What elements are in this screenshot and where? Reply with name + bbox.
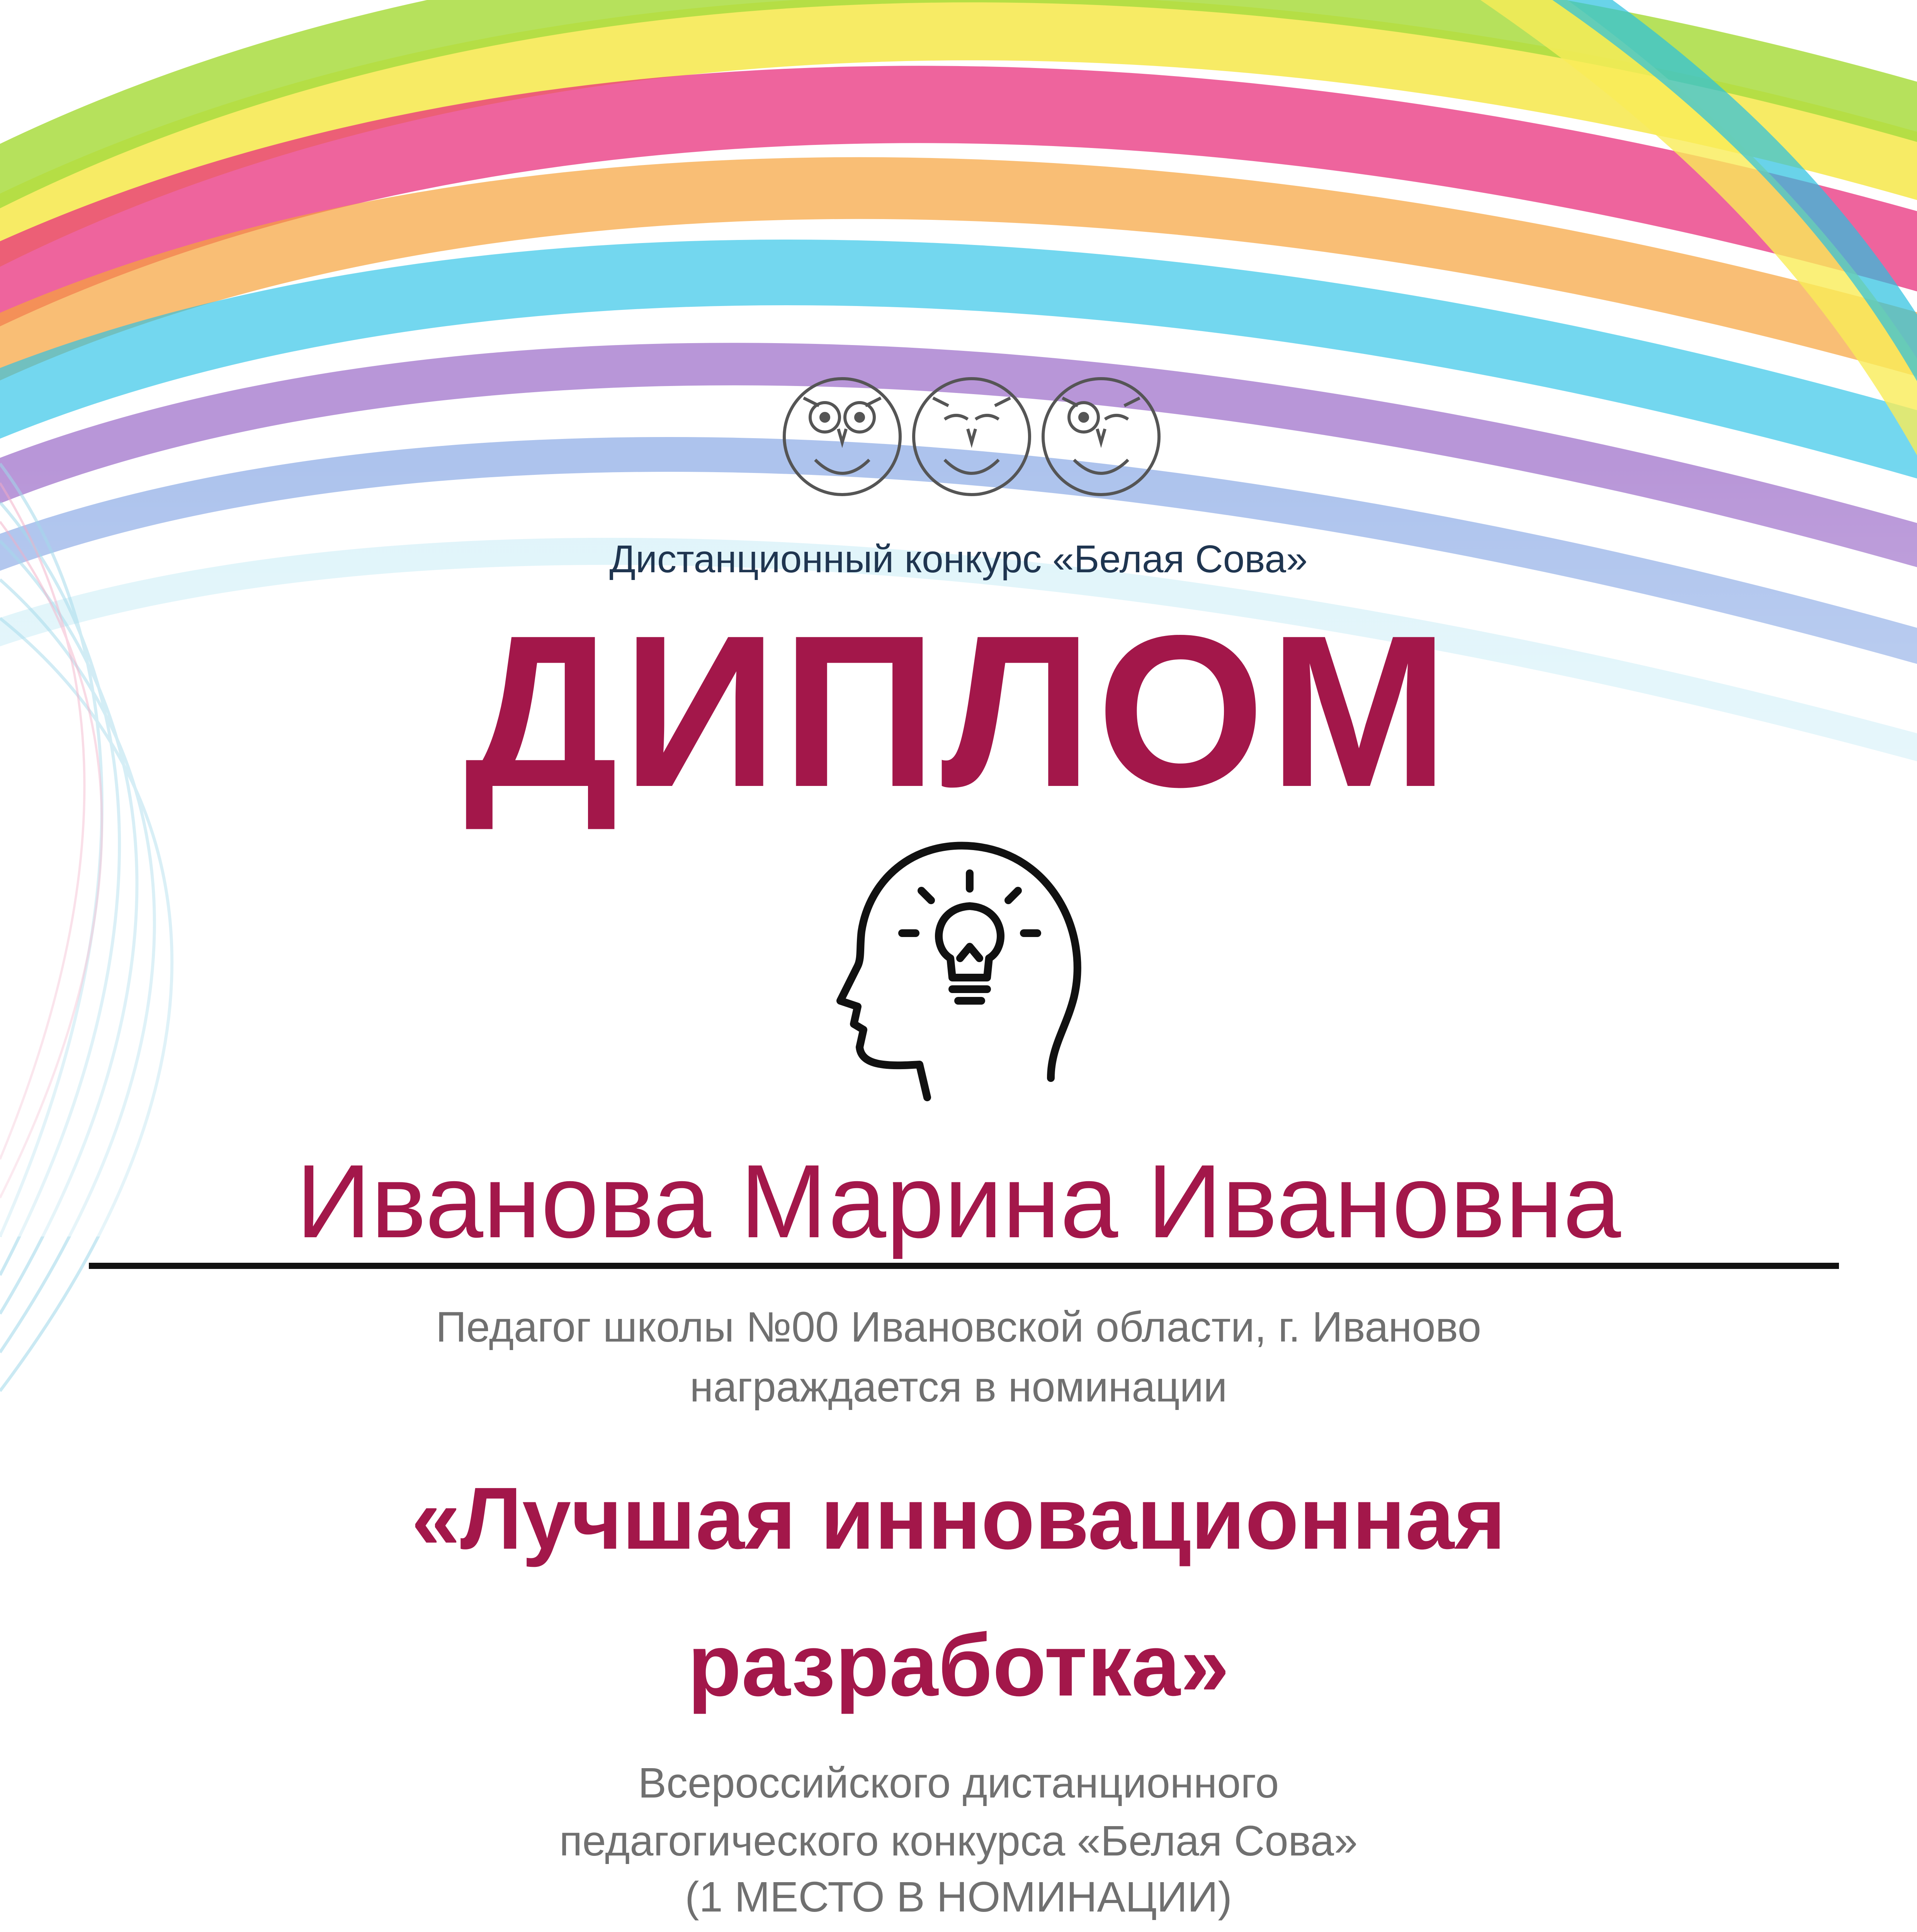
name-underline bbox=[89, 1263, 1839, 1269]
owl-faces-logo bbox=[780, 371, 1163, 502]
place-in-nomination: (1 МЕСТО В НОМИНАЦИИ) bbox=[685, 1873, 1232, 1921]
competition-full-line-2: педагогического конкурса «Белая Сова» bbox=[559, 1817, 1358, 1865]
recipient-name: Иванова Марина Ивановна bbox=[296, 1143, 1621, 1260]
competition-short-name: Дистанционный конкурс «Белая Сова» bbox=[609, 537, 1308, 581]
competition-full-line-1: Всероссийского дистанционного bbox=[638, 1759, 1279, 1807]
recipient-description: Педагог школы №00 Ивановской области, г. Иваново bbox=[435, 1303, 1482, 1351]
head-lightbulb-icon bbox=[834, 831, 1097, 1101]
award-phrase: награждается в номинации bbox=[690, 1363, 1227, 1411]
diploma-title: ДИПЛОМ bbox=[464, 590, 1453, 832]
nomination-line-2: разработка» bbox=[687, 1616, 1230, 1714]
nomination-line-1: «Лучшая инновационная bbox=[411, 1469, 1506, 1568]
